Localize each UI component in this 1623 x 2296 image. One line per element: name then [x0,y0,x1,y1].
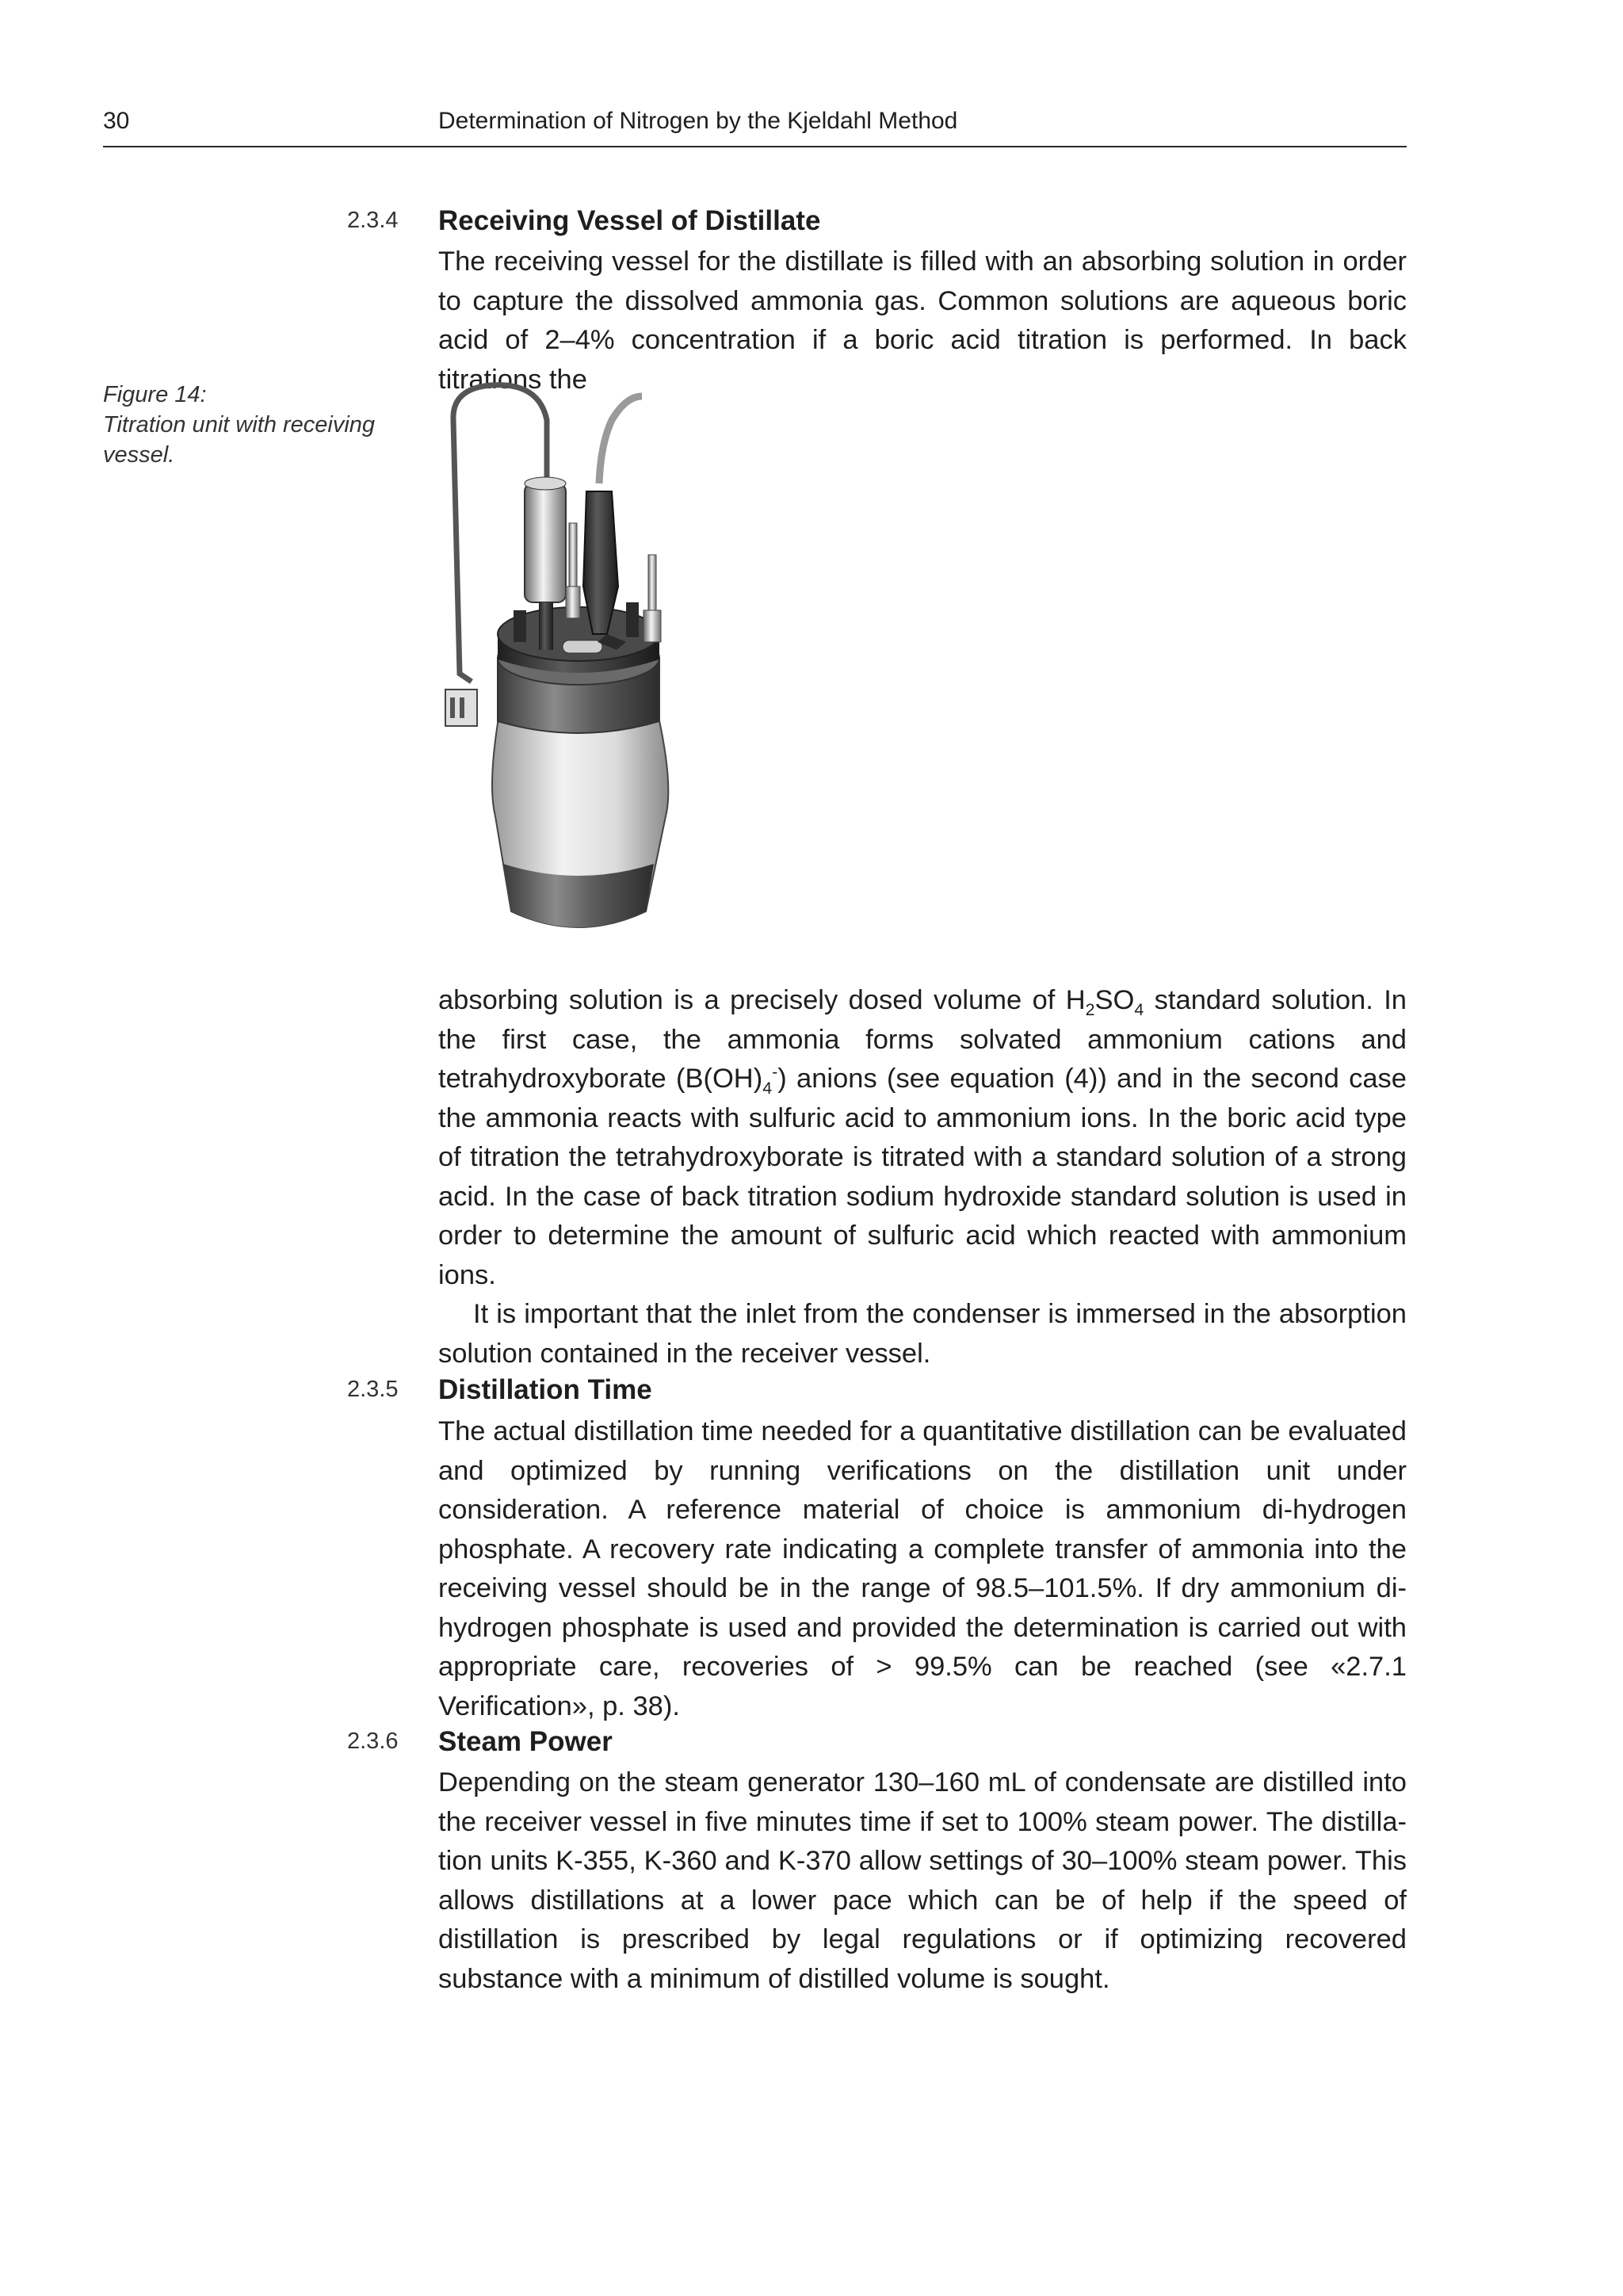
section-heading-2-3-5: Distillation Time [438,1374,652,1405]
section-2-3-6-paragraph [438,1763,1407,1999]
paragraph-text: absorbing solution is a precisely dosed volume of $H_2SO_4$ standard solution. In the first case, the ammonia forms solvated ammonium cations and tetrahydroxyborate $(B(OH)_4^-)$ anions (see equation (4)) and in the second case the ammonia reacts with sulfuric acid to ammonium ions. In the boric acid type of titration the tetrahydroxyborate is titrated with a standard solution of a strong acid. In the case of back titration sodium hydroxide standard solution is used in order to determine the amount of sulfuric acid which reacted with ammonium ions. [438,985,1407,1290]
section-number-2-3-5: 2.3.5 [347,1377,399,1402]
paragraph-text: Depending on the steam generator 130–160 mL of condensate are distilled into the receiver vessel in five minutes time if set to 100% steam power. The distillation units K-355, K-360 and K-370 allow settings of 30–100% steam power. This allows distillations at a lower pace which can be of help if the speed of distillation is prescribed by legal regulations or if optimizing recovered substance with a minimum of distilled volume is sought. [438,1767,1407,1994]
titration-unit-illustration [428,372,729,959]
section-number-2-3-4: 2.3.4 [347,208,399,233]
figure-caption [103,380,396,470]
figure-caption-label: Figure 14: [103,382,207,407]
section-heading-2-3-6: Steam Power [438,1726,613,1757]
paragraph-text: It is important that the inlet from the condenser is immersed in the absorption solution contained in the receiver vessel. [438,1299,1407,1369]
paragraph-text: The actual distillation time needed for a quantitative distillation can be evaluated and optimized by running verifications on the distillation unit under consideration. A reference material of choice is ammonium di-hydrogen phosphate. A recovery rate indicating a complete transfer of ammonia into the receiving vessel should be in the range of 98.5–101.5%. If dry ammonium di-hydrogen phosphate is used and provided the determination is carried out with appropriate care, recoveries of > 99.5% can be reached (see «2.7.1 Verification», p. 38). [438,1416,1407,1721]
page-number: 30 [103,108,130,134]
figure-caption-text: Titration unit with receiving vessel. [103,412,376,468]
header-rule [103,146,1407,147]
running-title: Determination of Nitrogen by the Kjeldahl Method [438,108,958,134]
section-2-3-4-paragraph-2 [438,981,1407,1373]
section-2-3-5-paragraph [438,1412,1407,1726]
section-heading-2-3-4: Receiving Vessel of Distillate [438,205,821,236]
paragraph-text: The receiving vessel for the distillate is filled with an absorbing solution in order to capture the dissolved ammonia gas. Common solutions are aqueous boric acid of 2–4% concentration if a boric acid titration is performed. In back titrations the [438,246,1407,395]
section-number-2-3-6: 2.3.6 [347,1729,399,1754]
